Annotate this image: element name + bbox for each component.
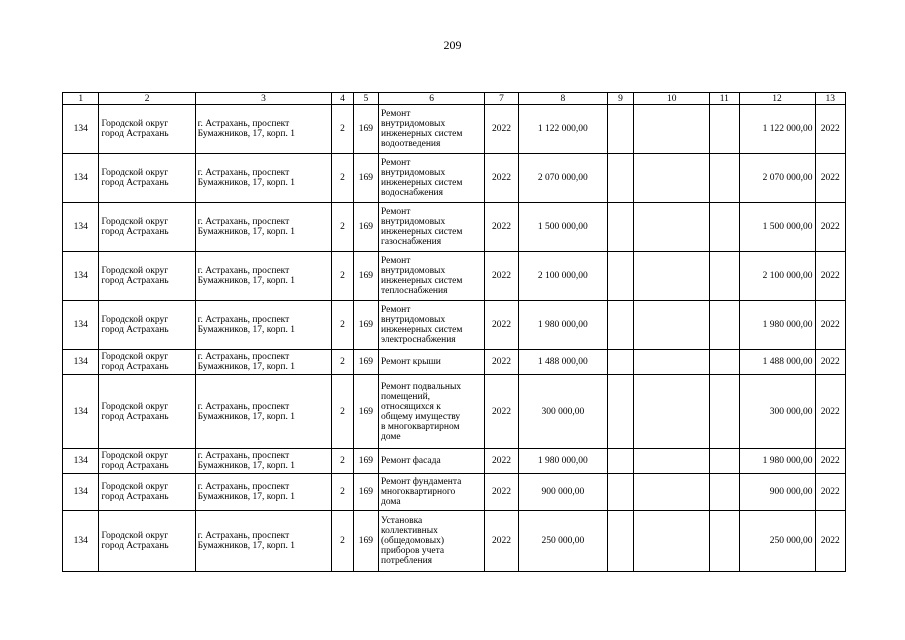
cell-col-9 xyxy=(607,511,633,572)
table-row xyxy=(63,375,846,449)
cell-total-cost: 1 980 000,00 xyxy=(518,449,607,474)
cell-line: водоснабжения xyxy=(380,188,444,198)
cell-line: Ремонт фундамента xyxy=(380,477,462,487)
cell-total-cost: 2 070 000,00 xyxy=(518,154,607,203)
cell-line: внутридомовых xyxy=(380,315,446,325)
cell-floors: 2 xyxy=(332,252,353,301)
cell-line: Городской округ xyxy=(101,401,169,412)
cell-year-end: 2022 xyxy=(815,375,845,449)
cell-line: Бумажников, 17, корп. 1 xyxy=(197,492,295,502)
cell-year-end: 2022 xyxy=(815,252,845,301)
table-row xyxy=(63,474,846,511)
cell-line: город Астрахань xyxy=(101,461,169,471)
cell-code: 169 xyxy=(353,105,378,154)
cell-line: коллективных xyxy=(380,526,438,536)
cell-line: Бумажников, 17, корп. 1 xyxy=(197,276,295,286)
cell-code: 169 xyxy=(353,474,378,511)
cell-line: Установка xyxy=(380,516,423,526)
cell-floors: 2 xyxy=(332,350,353,375)
cell-year-end: 2022 xyxy=(815,105,845,154)
cell-line: Бумажников, 17, корп. 1 xyxy=(197,362,295,372)
cell-year-end: 2022 xyxy=(815,474,845,511)
cell-cost-fund: 2 070 000,00 xyxy=(739,154,815,203)
cell-line: Городской округ xyxy=(101,266,169,276)
cell-col-11 xyxy=(710,252,739,301)
cell-row-number: 134 xyxy=(63,375,99,449)
column-header-9: 9 xyxy=(607,93,633,105)
column-header-2: 2 xyxy=(99,93,195,105)
cell-col-9 xyxy=(607,105,633,154)
cell-address xyxy=(195,252,332,301)
cell-line: г. Астрахань, проспект xyxy=(197,531,290,541)
cell-line: Бумажников, 17, корп. 1 xyxy=(197,227,295,237)
cell-line: Бумажников, 17, корп. 1 xyxy=(197,541,295,551)
cell-line: помещений, xyxy=(380,391,431,402)
cell-col-11 xyxy=(710,449,739,474)
cell-line: инженерных систем xyxy=(380,129,463,139)
cell-total-cost: 2 100 000,00 xyxy=(518,252,607,301)
table-row xyxy=(63,252,846,301)
cell-col-9 xyxy=(607,252,633,301)
cell-line: инженерных систем xyxy=(380,227,463,237)
header-row xyxy=(63,93,846,105)
cell-work-type xyxy=(378,511,484,572)
cell-year: 2022 xyxy=(485,203,518,252)
cell-municipality xyxy=(99,350,195,375)
cell-line: внутридомовых xyxy=(380,168,446,178)
column-header-5: 5 xyxy=(353,93,378,105)
cell-cost-fund: 1 122 000,00 xyxy=(739,105,815,154)
cell-work-type xyxy=(378,252,484,301)
cell-col-10 xyxy=(634,375,710,449)
cell-line: г. Астрахань, проспект xyxy=(197,168,290,178)
cell-line: инженерных систем xyxy=(380,276,463,286)
cell-col-11 xyxy=(710,350,739,375)
cell-line: город Астрахань xyxy=(101,178,169,188)
table-row xyxy=(63,449,846,474)
cell-line: г. Астрахань, проспект xyxy=(197,451,290,461)
cell-line: город Астрахань xyxy=(101,362,169,372)
cell-floors: 2 xyxy=(332,375,353,449)
cell-total-cost: 1 500 000,00 xyxy=(518,203,607,252)
cell-row-number: 134 xyxy=(63,252,99,301)
table-header xyxy=(63,93,846,105)
cell-year-end: 2022 xyxy=(815,511,845,572)
cell-cost-fund: 1 488 000,00 xyxy=(739,350,815,375)
cell-floors: 2 xyxy=(332,301,353,350)
cell-line: Городской округ xyxy=(101,217,169,227)
cell-col-11 xyxy=(710,154,739,203)
cell-cost-fund: 250 000,00 xyxy=(739,511,815,572)
cell-line: общему имуществу xyxy=(380,411,461,422)
page-number: 209 xyxy=(443,38,462,52)
cell-line: Бумажников, 17, корп. 1 xyxy=(197,411,295,422)
cell-year-end: 2022 xyxy=(815,154,845,203)
column-header-10: 10 xyxy=(634,93,710,105)
cell-municipality xyxy=(99,474,195,511)
cell-municipality xyxy=(99,154,195,203)
cell-col-10 xyxy=(634,301,710,350)
cell-line: Городской округ xyxy=(101,352,169,362)
cell-line: Ремонт xyxy=(380,305,411,315)
cell-year-end: 2022 xyxy=(815,449,845,474)
column-header-1: 1 xyxy=(63,93,99,105)
cell-address xyxy=(195,511,332,572)
cell-total-cost: 1 122 000,00 xyxy=(518,105,607,154)
cell-line: в многоквартирном xyxy=(380,421,460,432)
cell-work-type xyxy=(378,301,484,350)
cell-work-type xyxy=(378,350,484,375)
cell-col-9 xyxy=(607,301,633,350)
cell-col-10 xyxy=(634,252,710,301)
cell-row-number: 134 xyxy=(63,203,99,252)
cell-address xyxy=(195,301,332,350)
cell-code: 169 xyxy=(353,511,378,572)
cell-year-end: 2022 xyxy=(815,350,845,375)
cell-year-end: 2022 xyxy=(815,203,845,252)
cell-line: многоквартирного xyxy=(380,487,456,497)
cell-municipality xyxy=(99,375,195,449)
cell-line: город Астрахань xyxy=(101,325,169,335)
cell-line: г. Астрахань, проспект xyxy=(197,315,290,325)
cell-address xyxy=(195,449,332,474)
cell-line: Городской округ xyxy=(101,168,169,178)
cell-line: город Астрахань xyxy=(101,129,169,139)
cell-line: Ремонт xyxy=(380,158,411,168)
cell-line: Ремонт xyxy=(380,109,411,119)
cell-line: Городской округ xyxy=(101,119,169,129)
cell-year: 2022 xyxy=(485,474,518,511)
cell-line: город Астрахань xyxy=(101,492,169,502)
column-header-4: 4 xyxy=(332,93,353,105)
cell-col-9 xyxy=(607,449,633,474)
cell-floors: 2 xyxy=(332,203,353,252)
cell-line: Ремонт xyxy=(380,256,411,266)
cell-floors: 2 xyxy=(332,105,353,154)
cell-year-end: 2022 xyxy=(815,301,845,350)
cell-address xyxy=(195,474,332,511)
cell-year: 2022 xyxy=(485,511,518,572)
cell-line: Городской округ xyxy=(101,451,169,461)
cell-municipality xyxy=(99,301,195,350)
cell-cost-fund: 300 000,00 xyxy=(739,375,815,449)
cell-total-cost: 250 000,00 xyxy=(518,511,607,572)
cell-work-type xyxy=(378,474,484,511)
cell-line: доме xyxy=(380,431,401,442)
column-header-13: 13 xyxy=(815,93,845,105)
column-header-11: 11 xyxy=(710,93,739,105)
cell-line: Городской округ xyxy=(101,482,169,492)
cell-line: Городской округ xyxy=(101,531,169,541)
cell-col-11 xyxy=(710,474,739,511)
cell-line: Бумажников, 17, корп. 1 xyxy=(197,178,295,188)
cell-work-type xyxy=(378,203,484,252)
cell-line: Ремонт xyxy=(380,207,411,217)
table-body xyxy=(63,105,846,572)
cell-cost-fund: 1 980 000,00 xyxy=(739,301,815,350)
cell-row-number: 134 xyxy=(63,154,99,203)
table-row xyxy=(63,511,846,572)
cell-municipality xyxy=(99,449,195,474)
cell-line: внутридомовых xyxy=(380,217,446,227)
cell-line: город Астрахань xyxy=(101,541,169,551)
cell-row-number: 134 xyxy=(63,105,99,154)
cell-line: г. Астрахань, проспект xyxy=(197,352,290,362)
cell-municipality xyxy=(99,511,195,572)
cell-col-10 xyxy=(634,105,710,154)
cell-cost-fund: 1 500 000,00 xyxy=(739,203,815,252)
cell-total-cost: 1 488 000,00 xyxy=(518,350,607,375)
cell-code: 169 xyxy=(353,203,378,252)
table-row xyxy=(63,301,846,350)
cell-line: Бумажников, 17, корп. 1 xyxy=(197,325,295,335)
cell-col-9 xyxy=(607,474,633,511)
cell-line: электроснабжения xyxy=(380,335,456,345)
cell-work-type xyxy=(378,154,484,203)
cell-line: теплоснабжения xyxy=(380,286,448,296)
column-header-12: 12 xyxy=(739,93,815,105)
cell-line: город Астрахань xyxy=(101,411,169,422)
cell-row-number: 134 xyxy=(63,301,99,350)
cell-total-cost: 300 000,00 xyxy=(518,375,607,449)
cell-line: г. Астрахань, проспект xyxy=(197,401,290,412)
cell-code: 169 xyxy=(353,375,378,449)
cell-year: 2022 xyxy=(485,301,518,350)
cell-row-number: 134 xyxy=(63,511,99,572)
cell-cost-fund: 900 000,00 xyxy=(739,474,815,511)
cell-address xyxy=(195,350,332,375)
cell-municipality xyxy=(99,203,195,252)
cell-col-10 xyxy=(634,511,710,572)
cell-col-10 xyxy=(634,154,710,203)
cell-col-11 xyxy=(710,375,739,449)
cell-cost-fund: 2 100 000,00 xyxy=(739,252,815,301)
cell-address xyxy=(195,154,332,203)
cell-total-cost: 900 000,00 xyxy=(518,474,607,511)
cell-line: г. Астрахань, проспект xyxy=(197,119,290,129)
cell-col-11 xyxy=(710,203,739,252)
cell-year: 2022 xyxy=(485,375,518,449)
cell-municipality xyxy=(99,252,195,301)
cell-code: 169 xyxy=(353,301,378,350)
cell-row-number: 134 xyxy=(63,449,99,474)
cell-code: 169 xyxy=(353,252,378,301)
column-header-8: 8 xyxy=(518,93,607,105)
cell-year: 2022 xyxy=(485,449,518,474)
cell-floors: 2 xyxy=(332,154,353,203)
table-row xyxy=(63,154,846,203)
cell-floors: 2 xyxy=(332,449,353,474)
cell-work-type xyxy=(378,105,484,154)
cell-col-10 xyxy=(634,350,710,375)
cell-total-cost: 1 980 000,00 xyxy=(518,301,607,350)
cell-line: дома xyxy=(380,497,401,507)
table-row xyxy=(63,203,846,252)
cell-line: водоотведения xyxy=(380,139,441,149)
cell-col-11 xyxy=(710,301,739,350)
cell-code: 169 xyxy=(353,350,378,375)
cell-work-type xyxy=(378,449,484,474)
cell-year: 2022 xyxy=(485,154,518,203)
cell-line: Ремонт крыши xyxy=(380,357,441,367)
cell-line: инженерных систем xyxy=(380,325,463,335)
cell-work-type xyxy=(378,375,484,449)
cell-code: 169 xyxy=(353,154,378,203)
cell-col-9 xyxy=(607,375,633,449)
cell-line: город Астрахань xyxy=(101,227,169,237)
cell-row-number: 134 xyxy=(63,474,99,511)
cell-col-9 xyxy=(607,154,633,203)
cell-line: город Астрахань xyxy=(101,276,169,286)
cell-line: внутридомовых xyxy=(380,119,446,129)
cell-year: 2022 xyxy=(485,252,518,301)
cell-line: потребления xyxy=(380,556,433,566)
table-row xyxy=(63,350,846,375)
cell-cost-fund: 1 980 000,00 xyxy=(739,449,815,474)
cell-line: г. Астрахань, проспект xyxy=(197,482,290,492)
cell-line: г. Астрахань, проспект xyxy=(197,266,290,276)
cell-line: Бумажников, 17, корп. 1 xyxy=(197,129,295,139)
cell-col-11 xyxy=(710,105,739,154)
cell-address xyxy=(195,203,332,252)
cell-floors: 2 xyxy=(332,511,353,572)
cell-line: приборов учета xyxy=(380,546,445,556)
cell-line: относящихся к xyxy=(380,401,441,412)
cell-line: Ремонт фасада xyxy=(380,456,441,466)
cell-address xyxy=(195,375,332,449)
column-header-6: 6 xyxy=(378,93,484,105)
cell-col-9 xyxy=(607,350,633,375)
column-header-3: 3 xyxy=(195,93,332,105)
cell-col-10 xyxy=(634,203,710,252)
cell-line: Городской округ xyxy=(101,315,169,325)
cell-address xyxy=(195,105,332,154)
cell-floors: 2 xyxy=(332,474,353,511)
table-row xyxy=(63,105,846,154)
cell-line: г. Астрахань, проспект xyxy=(197,217,290,227)
cell-code: 169 xyxy=(353,449,378,474)
column-header-7: 7 xyxy=(485,93,518,105)
cell-line: инженерных систем xyxy=(380,178,463,188)
repair-program-table xyxy=(62,92,846,572)
cell-col-11 xyxy=(710,511,739,572)
cell-line: Ремонт подвальных xyxy=(380,381,462,392)
cell-year: 2022 xyxy=(485,105,518,154)
cell-line: газоснабжения xyxy=(380,237,442,247)
cell-row-number: 134 xyxy=(63,350,99,375)
cell-year: 2022 xyxy=(485,350,518,375)
cell-col-10 xyxy=(634,474,710,511)
cell-line: Бумажников, 17, корп. 1 xyxy=(197,461,295,471)
cell-col-9 xyxy=(607,203,633,252)
cell-line: внутридомовых xyxy=(380,266,446,276)
cell-line: (общедомовых) xyxy=(380,536,445,546)
cell-municipality xyxy=(99,105,195,154)
cell-col-10 xyxy=(634,449,710,474)
